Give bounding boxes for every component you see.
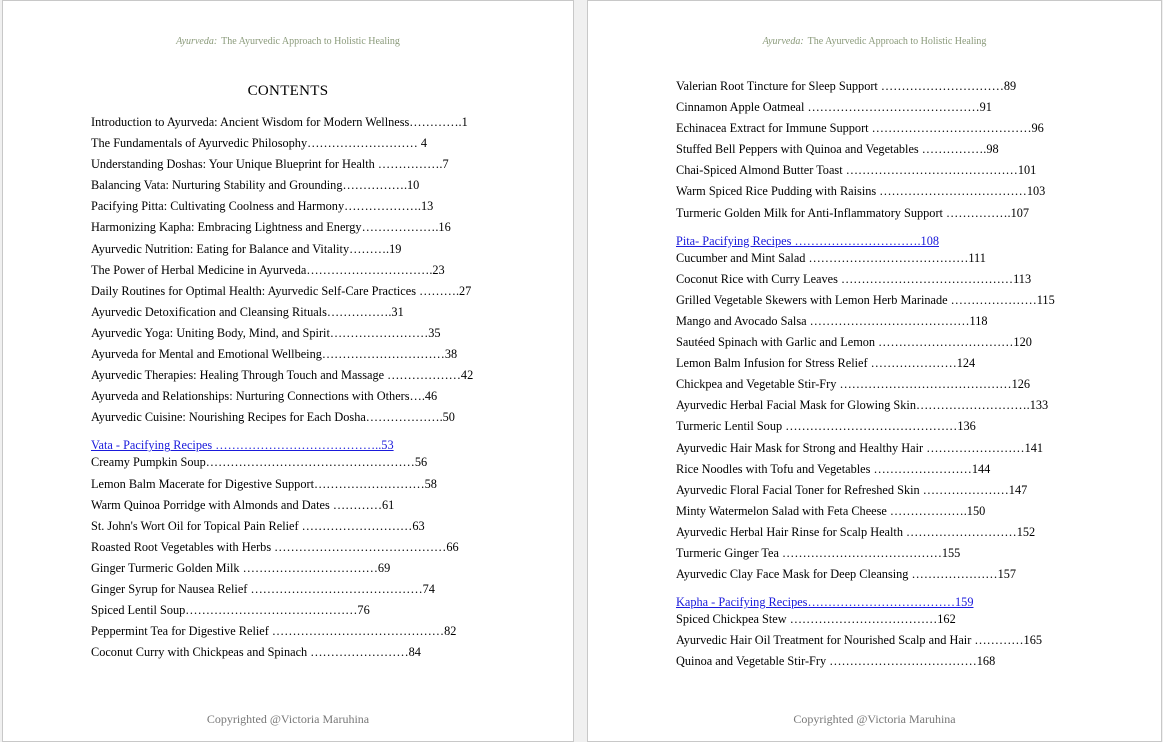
toc-entry: Cucumber and Mint Salad …………………………………111 [676,250,986,265]
header-title: The Ayurvedic Approach to Holistic Healing [807,36,987,47]
toc-entry: Turmeric Golden Milk for Anti-Inflammatory Support …………….107 [676,205,1030,220]
footer-copyright: Copyrighted @Victoria Maruhina [206,712,370,726]
toc-entry: The Fundamentals of Ayurvedic Philosophy……………………… 4 [91,136,427,151]
contents-title: CONTENTS [247,83,329,99]
toc-entry: Creamy Pumpkin Soup……………………………………………56 [91,455,428,470]
toc-entry: Coconut Rice with Curry Leaves ……………………………………113 [676,271,1032,286]
toc-entry: Understanding Doshas: Your Unique Blueprint for Health …………….7 [91,157,449,172]
header-title: The Ayurvedic Approach to Holistic Healing [221,36,400,47]
toc-entry: Ginger Syrup for Nausea Relief ……………………………………74 [91,581,435,596]
toc-entry: Harmonizing Kapha: Embracing Lightness and Energy……………….16 [91,220,451,235]
toc-entry: Warm Spiced Rice Pudding with Raisins ………………………………103 [676,184,1046,199]
toc-entry: Ayurvedic Herbal Facial Mask for Glowing Skin……………………….133 [676,398,1049,413]
toc-entry: Ayurvedic Therapies: Healing Through Touch and Massage ………………42 [91,368,474,383]
toc-entry: Coconut Curry with Chickpeas and Spinach ……………………84 [91,645,421,660]
toc-entry: Ayurvedic Nutrition: Eating for Balance and Vitality……….19 [91,241,402,256]
toc-entry: Valerian Root Tincture for Sleep Support …………………………89 [676,79,1017,93]
header-script: Ayurveda: [176,36,218,47]
toc-entry: Balancing Vata: Nurturing Stability and Grounding…………….10 [91,178,420,193]
toc-entry: Ayurvedic Hair Oil Treatment for Nourished Scalp and Hair …………165 [676,633,1042,648]
toc-entry: Quinoa and Vegetable Stir-Fry ………………………………168 [676,654,996,669]
toc-entry: Introduction to Ayurveda: Ancient Wisdom for Modern Wellness………….1 [91,115,468,129]
toc-entry: Ayurvedic Herbal Hair Rinse for Scalp Health ………………………152 [676,524,1036,539]
toc-entry: Peppermint Tea for Digestive Relief ……………………………………82 [91,624,457,639]
toc-entry: Grilled Vegetable Skewers with Lemon Herb Marinade …………………115 [676,292,1055,307]
toc-entry: Rice Noodles with Tofu and Vegetables ……………………144 [676,461,991,476]
toc-entry: Ayurvedic Hair Mask for Strong and Healthy Hair ……………………141 [676,440,1044,455]
toc-entry: Ayurvedic Yoga: Uniting Body, Mind, and Spirit……………………35 [91,325,441,340]
toc-entry: Warm Quinoa Porridge with Almonds and Dates …………61 [91,497,395,512]
toc-entry: Lemon Balm Macerate for Digestive Support………………………58 [91,476,437,491]
toc-entry: Ginger Turmeric Golden Milk ……………………………69 [91,560,391,575]
left-page [2,0,574,742]
toc-entry: Turmeric Lentil Soup ……………………………………136 [676,419,976,434]
toc-entry: Cinnamon Apple Oatmeal ……………………………………91 [676,100,992,115]
running-header [3,36,573,47]
toc-list-right [676,78,1055,674]
toc-list-left [91,114,473,665]
running-header [588,36,1161,47]
toc-entry: Pacifying Pitta: Cultivating Coolness and Harmony……………….13 [91,199,434,214]
toc-entry: Roasted Root Vegetables with Herbs ……………………………………66 [91,539,459,554]
toc-entry: St. John's Wort Oil for Topical Pain Relief ………………………63 [91,518,425,533]
toc-entry: The Power of Herbal Medicine in Ayurveda………………………….23 [91,262,445,277]
toc-entry: Spiced Lentil Soup……………………………………76 [91,603,370,618]
footer-copyright: Copyrighted @Victoria Maruhina [793,712,956,726]
toc-entry: Chai-Spiced Almond Butter Toast ……………………………………101 [676,163,1037,178]
toc-entry: Stuffed Bell Peppers with Quinoa and Vegetables …………….98 [676,142,999,157]
toc-entry: Ayurvedic Floral Facial Toner for Refreshed Skin …………………147 [676,482,1028,497]
toc-entry: Lemon Balm Infusion for Stress Relief …………………124 [676,356,976,371]
toc-section-link[interactable]: Vata - Pacifying Recipes …………………………………..53 [91,438,394,453]
right-page [587,0,1162,742]
toc-entry: Mango and Avocado Salsa …………………………………118 [676,313,988,328]
toc-entry: Ayurvedic Cuisine: Nourishing Recipes for Each Dosha……………….50 [91,410,455,425]
toc-entry: Spiced Chickpea Stew ………………………………162 [676,612,956,627]
toc-section-link[interactable]: Kapha - Pacifying Recipes………………………………159 [676,595,974,610]
toc-entry: Chickpea and Vegetable Stir-Fry ……………………………………126 [676,377,1031,392]
toc-entry: Echinacea Extract for Immune Support …………………………………96 [676,121,1044,136]
toc-entry: Turmeric Ginger Tea …………………………………155 [676,545,961,560]
toc-entry: Daily Routines for Optimal Health: Ayurvedic Self-Care Practices ……….27 [91,283,472,298]
header-script: Ayurveda: [762,36,804,47]
toc-section-link[interactable]: Pita- Pacifying Recipes ………………………….108 [676,233,939,248]
toc-entry: Ayurvedic Detoxification and Cleansing Rituals…………….31 [91,304,404,319]
toc-entry: Minty Watermelon Salad with Feta Cheese ……………….150 [676,503,986,518]
toc-entry: Ayurvedic Clay Face Mask for Deep Cleansing …………………157 [676,567,1017,582]
toc-entry: Sautéed Spinach with Garlic and Lemon ……………………………120 [676,335,1032,350]
toc-entry: Ayurveda for Mental and Emotional Wellbeing…………………………38 [91,347,458,362]
toc-entry: Ayurveda and Relationships: Nurturing Connections with Others….46 [91,389,438,404]
